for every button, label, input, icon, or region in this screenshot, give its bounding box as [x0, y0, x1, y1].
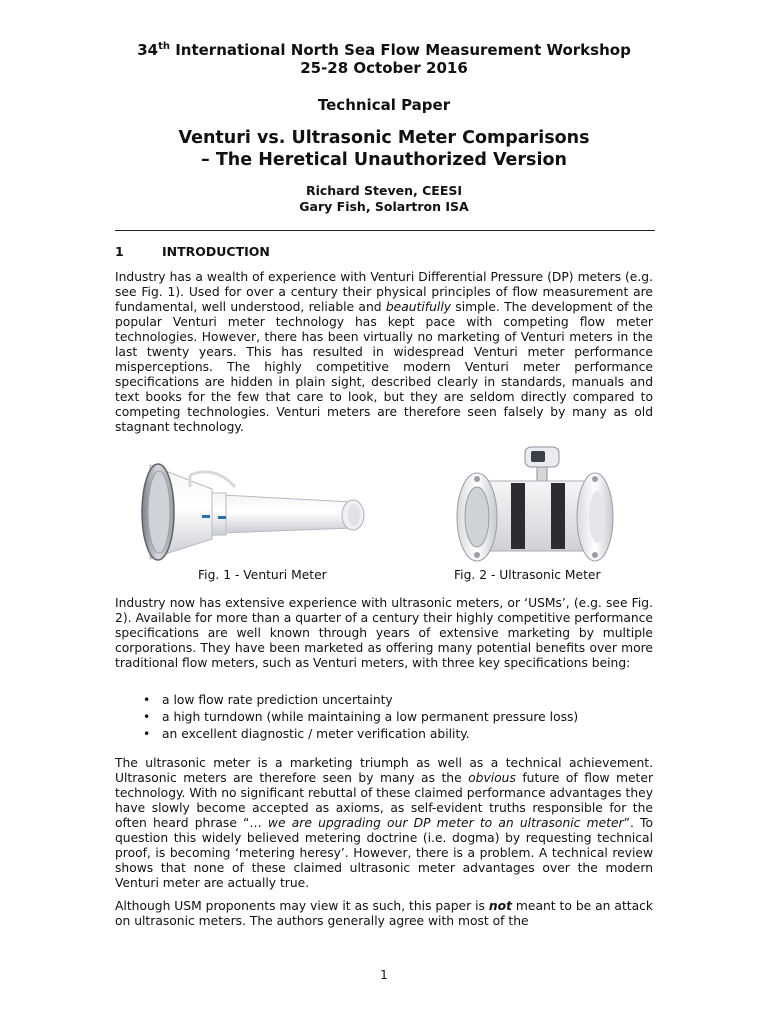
paragraph-3-emphasis-1: obvious — [468, 771, 516, 785]
paragraph-3-text-b: future of flow meter technology. With no significant rebuttal of these claimed performance advantages they have slowly become accepted as axioms, as self-evident truths responsible for the often heard phrase “… — [115, 771, 653, 830]
header-divider — [115, 230, 655, 231]
paper-title — [0, 127, 768, 171]
author-list — [0, 183, 768, 215]
conference-header — [0, 41, 768, 77]
paragraph-1-text-a: Industry has a wealth of experience with Venturi Differential Pressure (DP) meters (e.g. see Fig. 1). Used for over a century their physical principles of flow measurement are fundamental, well understood, reliable and — [115, 270, 653, 314]
paper-type: Technical Paper — [317, 96, 451, 114]
conference-name: International North Sea Flow Measurement Workshop — [169, 41, 631, 59]
author-1: Richard Steven, CEESI — [305, 183, 463, 198]
conference-dates: 25-28 October 2016 — [300, 59, 468, 77]
list-item: • a low flow rate prediction uncertainty — [140, 692, 660, 709]
paragraph-1-text-b: simple. The development of the popular Venturi meter technology has kept pace with competing flow meter technologies. However, there has been virtually no marketing of Venturi meters in the last twenty years. This has resulted in widespread Venturi meter performance misperceptions. The highly competitive modern Venturi meter performance specifications are hidden in plain sight, described clearly in standards, manuals and text books for the few that care to look, but they are seldom directly compared to competing technologies. Venturi meters are therefore seen falsely by many as old stagnant technology. — [115, 300, 653, 434]
paragraph-3-text-a: The ultrasonic meter is a marketing triumph as well as a technical achievement. Ultrasonic meters are therefore seen by many as the — [115, 756, 653, 785]
section-number: 1 — [115, 244, 124, 259]
title-line-1: Venturi vs. Ultrasonic Meter Comparisons — [178, 128, 590, 148]
paragraph-4 — [115, 899, 653, 929]
paragraph-4-text-a: Although USM proponents may view it as such, this paper is — [115, 899, 489, 913]
paragraph-3-text-c: ”. To question this widely believed metering doctrine (i.e. dogma) by requesting technical proof, is becoming ‘metering heresy’. However, there is a problem. A technical review shows that none of these claimed ultrasonic meter advantages over the modern Venturi meter are actually true. — [115, 816, 653, 890]
title-line-2: – The Heretical Unauthorized Version — [201, 150, 567, 170]
figure-2-caption: Fig. 2 - Ultrasonic Meter — [454, 568, 601, 582]
conference-number: 34 — [137, 41, 159, 59]
paragraph-4-text-b: meant to be an attack on ultrasonic meters. The authors generally agree with most of the — [115, 899, 654, 928]
author-2: Gary Fish, Solartron ISA — [299, 199, 469, 214]
conference-ordinal: th — [158, 41, 170, 52]
specification-list — [140, 692, 660, 743]
figure-1-caption: Fig. 1 - Venturi Meter — [198, 568, 327, 582]
list-item: • an excellent diagnostic / meter verification ability. — [140, 726, 660, 743]
paragraph-3 — [115, 756, 653, 891]
page-number: 1 — [380, 968, 388, 982]
paragraph-2: Industry now has extensive experience with ultrasonic meters, or ‘USMs’, (e.g. see Fig. 2). Available for more than a quarter of a century their highly competitive performance specifications are well known through years of extensive marketing by multiple corporations. They have been marketed as offering many potential benefits over more traditional flow meters, such as Venturi meters, with three key specifications being: — [115, 596, 653, 670]
venturi-meter-figure — [140, 455, 380, 565]
section-title: INTRODUCTION — [162, 244, 270, 259]
ultrasonic-meter-figure — [455, 443, 615, 567]
list-item: • a high turndown (while maintaining a low permanent pressure loss) — [140, 709, 660, 726]
paragraph-3-emphasis-2: we are upgrading our DP meter to an ultrasonic meter — [267, 816, 624, 830]
paragraph-1 — [115, 270, 653, 435]
paragraph-1-emphasis: beautifully — [385, 300, 452, 314]
section-heading — [115, 244, 270, 259]
paragraph-4-emphasis: not — [488, 899, 512, 913]
